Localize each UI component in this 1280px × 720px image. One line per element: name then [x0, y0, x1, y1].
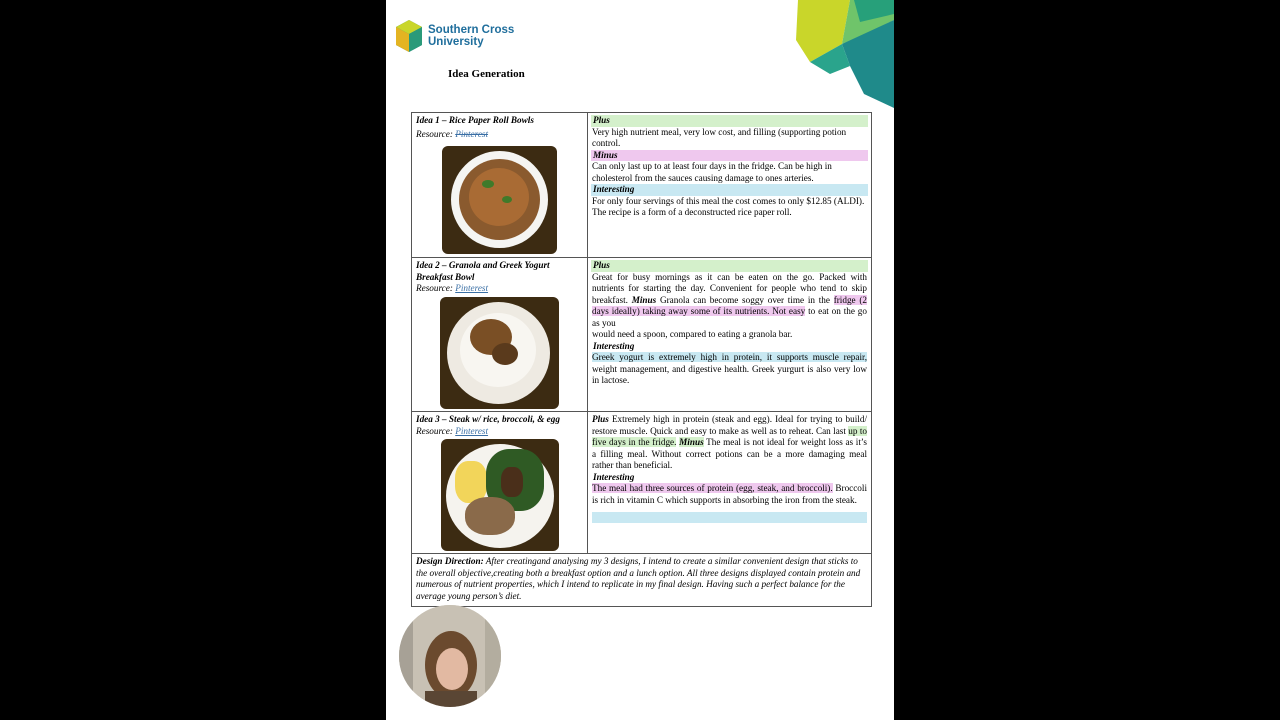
- plus-text: Extremely high in protein (steak and egg). Ideal for trying to build/ restore muscle. Quick and easy to make as well as to reheat. Can last: [592, 414, 867, 436]
- steak-rice-broccoli-egg-photo: [441, 439, 559, 551]
- interesting-text-highlight: Greek yogurt is extremely high in protein, it supports muscle repair,: [592, 352, 867, 362]
- resource-label: Resource:: [416, 128, 453, 139]
- design-direction-label: Design Direction:: [416, 556, 484, 566]
- interesting-label: Interesting: [593, 340, 635, 351]
- pinterest-link[interactable]: Pinterest: [455, 128, 489, 139]
- idea-title: Idea 2 – Granola and Greek Yogurt Breakfast Bowl: [416, 260, 550, 282]
- resource-label: Resource:: [416, 425, 453, 436]
- design-direction-cell: [412, 554, 872, 607]
- idea-table: [411, 112, 872, 607]
- minus-text: to eat on the go as you: [592, 306, 867, 328]
- plus-label: Plus: [591, 115, 868, 127]
- university-logo: [394, 18, 514, 54]
- minus-label: Minus: [679, 437, 704, 447]
- interesting-text: For only four servings of this meal the cost comes to only $12.85 (ALDI). The recipe is a form of a deconstructed rice paper roll.: [592, 195, 865, 217]
- idea-cell: [412, 412, 588, 554]
- plus-text: Great for busy mornings as it can be eaten on the go. Packed with nutrients for starting the day. Convenient for people who tend to skip breakfast.: [592, 271, 867, 305]
- design-direction-text: After creatingand analysing my 3 designs, I intend to create a similar convenient design that sticks to the overall objective,creating both a breakfast option and a lunch option. All three designs displayed contain protein and numerous of nutrient properties, which I intend to replicate in my final design. Having such a perfect balance for the average young person’s diet.: [416, 556, 861, 601]
- analysis-cell: [588, 113, 872, 258]
- table-row: [412, 554, 872, 607]
- corner-graphic-icon: [790, 0, 894, 108]
- interesting-text-highlight: The meal had three sources of protein (egg, steak, and broccoli).: [592, 483, 833, 493]
- pinterest-link[interactable]: Pinterest: [455, 283, 489, 293]
- university-name-line2: University: [428, 36, 484, 48]
- page-heading: Idea Generation: [448, 68, 525, 80]
- interesting-text: weight management, and digestive health. Greek yurgurt is also very low in lactose.: [592, 363, 867, 385]
- idea-title: Idea 1 – Rice Paper Roll Bowls: [416, 115, 534, 125]
- minus-label: Minus: [591, 150, 868, 162]
- presenter-webcam-overlay: [399, 605, 501, 707]
- interesting-label: Interesting: [591, 184, 868, 196]
- scu-logo-icon: [394, 18, 424, 54]
- table-row: [412, 258, 872, 412]
- university-name-line1: Southern Cross: [428, 24, 515, 36]
- rice-paper-roll-bowl-photo: [442, 146, 557, 254]
- minus-text: Granola can become soggy over time in the: [659, 294, 830, 305]
- granola-yogurt-bowl-photo: [440, 297, 559, 409]
- blank-highlight: [592, 512, 867, 523]
- table-row: [412, 412, 872, 554]
- minus-text: Can only last up to at least four days in the fridge. Can be high in cholesterol from the sauces causing damage to ones arteries.: [592, 161, 832, 183]
- minus-text: would need a spoon, compared to eating a granola bar.: [592, 329, 793, 339]
- analysis-cell: [588, 412, 872, 554]
- plus-label: Plus: [591, 260, 868, 272]
- resource-label: Resource:: [416, 283, 453, 293]
- interesting-text: Broccoli is rich in vitamin C which supports in absorbing the iron from the steak.: [592, 483, 868, 505]
- table-row: [412, 113, 872, 258]
- presenter-icon: [399, 605, 501, 707]
- idea-cell: [412, 113, 588, 258]
- pinterest-link[interactable]: Pinterest: [455, 425, 489, 436]
- plus-text-highlight: up to five days in the fridge.: [592, 425, 868, 447]
- plus-label: Plus: [592, 414, 609, 424]
- idea-cell: [412, 258, 588, 412]
- interesting-label: Interesting: [593, 471, 635, 482]
- minus-text-highlight: fridge (2 days ideally) taking away some of its nutrients. Not easy: [592, 294, 868, 316]
- idea-title: Idea 3 – Steak w/ rice, broccoli, & egg: [416, 414, 560, 424]
- analysis-cell: [588, 258, 872, 412]
- plus-text: Very high nutrient meal, very low cost, and filling (supporting potion control.: [592, 126, 847, 148]
- minus-text: The meal is not ideal for weight loss as it’s a filling meal. Without correct potions can be a more damaging meal rather than beneficial.: [592, 437, 868, 470]
- minus-label: Minus: [631, 294, 657, 305]
